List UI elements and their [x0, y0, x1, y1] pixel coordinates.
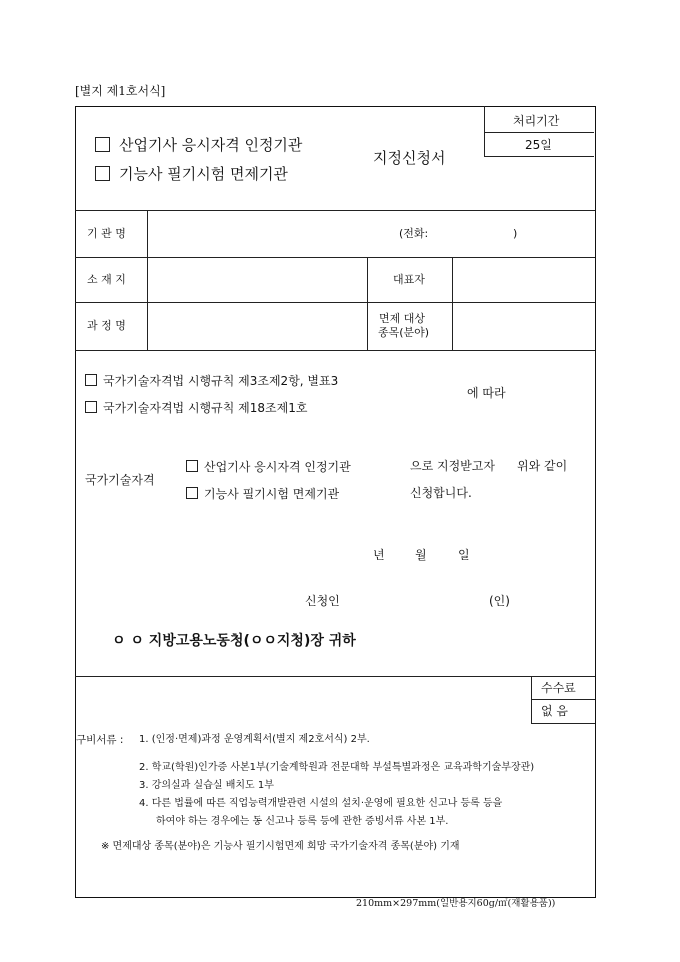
- apply-text: 신청합니다.: [410, 486, 472, 500]
- qualification-label: 국가기술자격: [85, 473, 155, 487]
- required-doc-item: 2. 학교(학원)인가증 사본1부(기술계학원과 전문대학 부설특별과정은 교육과학기술부장관): [139, 762, 535, 773]
- required-doc-item: 4. 다른 법률에 따른 직업능력개발관련 시설의 설치·운영에 필요한 신고나 등록 등을: [139, 798, 503, 809]
- grid-line: [75, 350, 595, 351]
- required-docs-heading: 구비서류 :: [76, 734, 124, 746]
- according-text: 에 따라: [467, 386, 506, 400]
- exempt-item-label-line2: 종목(분야): [378, 326, 430, 339]
- grid-line: [75, 676, 595, 677]
- checkbox-icon[interactable]: [95, 166, 110, 181]
- checkbox-icon[interactable]: [186, 460, 198, 472]
- required-doc-item-continued: 하여야 하는 경우에는 동 신고나 등록 등에 관한 증빙서류 사본 1부.: [156, 816, 449, 827]
- applicant-label: 신청인: [305, 594, 340, 608]
- fee-divider-bottom: [531, 723, 595, 724]
- checkbox-icon[interactable]: [186, 487, 198, 499]
- header-option-2[interactable]: 기능사 필기시험 면제기관: [95, 166, 288, 182]
- date-year: 년: [373, 548, 385, 562]
- representative-field[interactable]: [453, 258, 593, 301]
- institution-name-field[interactable]: [148, 211, 368, 256]
- qualification-option-2[interactable]: 기능사 필기시험 면제기관: [186, 487, 339, 500]
- form-title: 지정신청서: [373, 149, 446, 167]
- processing-divider-mid: [484, 132, 594, 133]
- processing-divider-bottom: [484, 156, 594, 157]
- designated-text: 으로 지정받고자: [410, 459, 495, 473]
- required-doc-item: 3. 강의실과 실습실 배치도 1부: [139, 780, 274, 791]
- addressee: ㅇ ㅇ 지방고용노동청(ㅇㅇ지청)장 귀하: [112, 633, 356, 649]
- seal-label: (인): [489, 594, 510, 608]
- law-option-2[interactable]: 국가기술자격법 시행규칙 제18조제1호: [85, 401, 307, 414]
- course-name-field[interactable]: [148, 303, 366, 349]
- as-above-text: 위와 같이: [517, 459, 568, 473]
- fee-divider-mid: [531, 699, 595, 700]
- phone-field[interactable]: [436, 222, 510, 242]
- form-number-tag: [별지 제1호서식]: [75, 84, 166, 98]
- paper-spec-footer: 210mm×297mm(일반용지60g/㎡(재활용품)): [356, 898, 556, 909]
- phone-label: (전화:: [399, 227, 429, 240]
- course-name-label: 과 정 명: [87, 319, 126, 332]
- header-option-1[interactable]: 산업기사 응시자격 인정기관: [95, 137, 302, 153]
- representative-label: 대표자: [393, 273, 425, 286]
- institution-name-label: 기 관 명: [87, 227, 126, 240]
- docs-note: ※ 면제대상 종목(분야)은 기능사 필기시험면제 희망 국가기술자격 종목(분야) 기재: [101, 841, 460, 852]
- phone-close-paren: ): [513, 227, 518, 240]
- processing-period-label: 처리기간: [513, 114, 560, 128]
- fee-value: 없 음: [541, 704, 568, 718]
- grid-line: [367, 257, 368, 350]
- checkbox-icon[interactable]: [95, 137, 110, 152]
- exempt-item-field[interactable]: [453, 303, 593, 349]
- fee-label: 수수료: [541, 681, 576, 695]
- qualification-option-1[interactable]: 산업기사 응시자격 인정기관: [186, 460, 351, 473]
- required-doc-item: 1. (인정·면제)과정 운영계획서(별지 제2호서식) 2부.: [139, 734, 370, 745]
- exempt-item-label-line1: 면제 대상: [379, 312, 426, 325]
- processing-period-value: 25일: [525, 138, 552, 152]
- checkbox-icon[interactable]: [85, 401, 97, 413]
- date-month: 월: [415, 548, 427, 562]
- applicant-signature-field[interactable]: [350, 588, 485, 610]
- location-label: 소 재 지: [87, 273, 126, 286]
- law-option-1[interactable]: 국가기술자격법 시행규칙 제3조제2항, 별표3: [85, 374, 338, 387]
- date-day: 일: [458, 548, 470, 562]
- processing-divider-vertical: [484, 106, 485, 156]
- checkbox-icon[interactable]: [85, 374, 97, 386]
- location-field[interactable]: [148, 258, 366, 301]
